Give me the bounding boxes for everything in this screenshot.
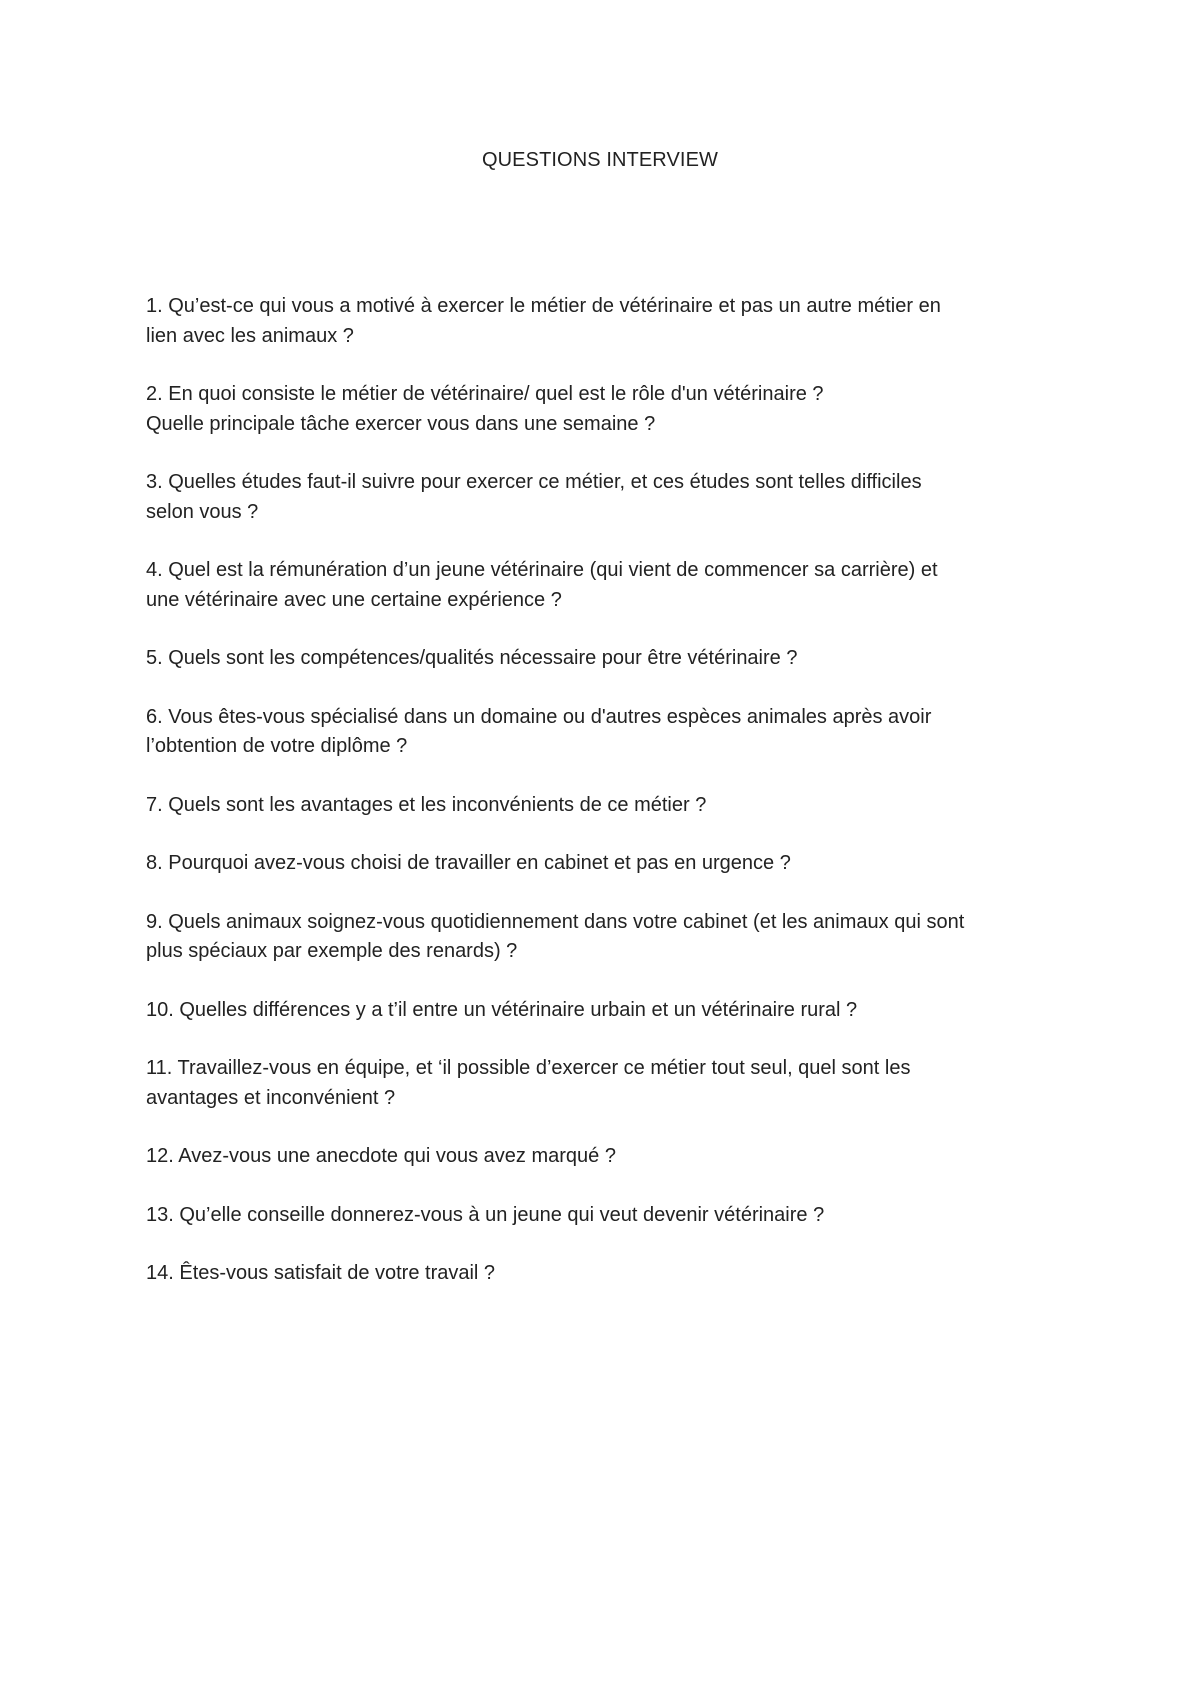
question-item-7: 7. Quels sont les avantages et les inconvénients de ce métier ? [146,793,707,816]
question-item-1: 1. Qu’est-ce qui vous a motivé à exercer le métier de vétérinaire et pas un autre métier en lien avec les animaux ? [146,295,941,347]
question-item-9: 9. Quels animaux soignez-vous quotidiennement dans votre cabinet (et les animaux qui sont plus spéciaux par exemple des renards) ? [146,910,965,962]
question-item-3: 3. Quelles études faut-il suivre pour exercer ce métier, et ces études sont telles difficiles selon vous ? [146,471,922,523]
question-item-4: 4. Quel est la rémunération d’un jeune vétérinaire (qui vient de commencer sa carrière) et une vétérinaire avec une certaine expérience ? [146,559,938,611]
question-item-5: 5. Quels sont les compétences/qualités nécessaire pour être vétérinaire ? [146,647,798,669]
question-list [146,292,1066,1318]
question-item-10: 10. Quelles différences y a t’il entre un vétérinaire urbain et un vétérinaire rural ? [146,998,858,1021]
question-item-8: 8. Pourquoi avez-vous choisi de travailler en cabinet et pas en urgence ? [146,852,791,874]
question-item-11: 11. Travaillez-vous en équipe, et ‘il possible d’exercer ce métier tout seul, quel sont les avantages et inconvénient ? [146,1057,911,1109]
question-item-6: 6. Vous êtes-vous spécialisé dans un domaine ou d'autres espèces animales après avoir l’obtention de votre diplôme ? [146,705,932,757]
question-item-12: 12. Avez-vous une anecdote qui vous avez marqué ? [146,1145,616,1167]
question-item-13: 13. Qu’elle conseille donnerez-vous à un jeune qui veut devenir vétérinaire ? [146,1203,825,1226]
question-item-2: 2. En quoi consiste le métier de vétérinaire/ quel est le rôle d'un vétérinaire ? Quelle principale tâche exercer vous dans une semaine ? [146,383,824,435]
question-item-14: 14. Êtes-vous satisfait de votre travail ? [146,1262,496,1284]
document-title: QUESTIONS INTERVIEW [481,149,718,171]
